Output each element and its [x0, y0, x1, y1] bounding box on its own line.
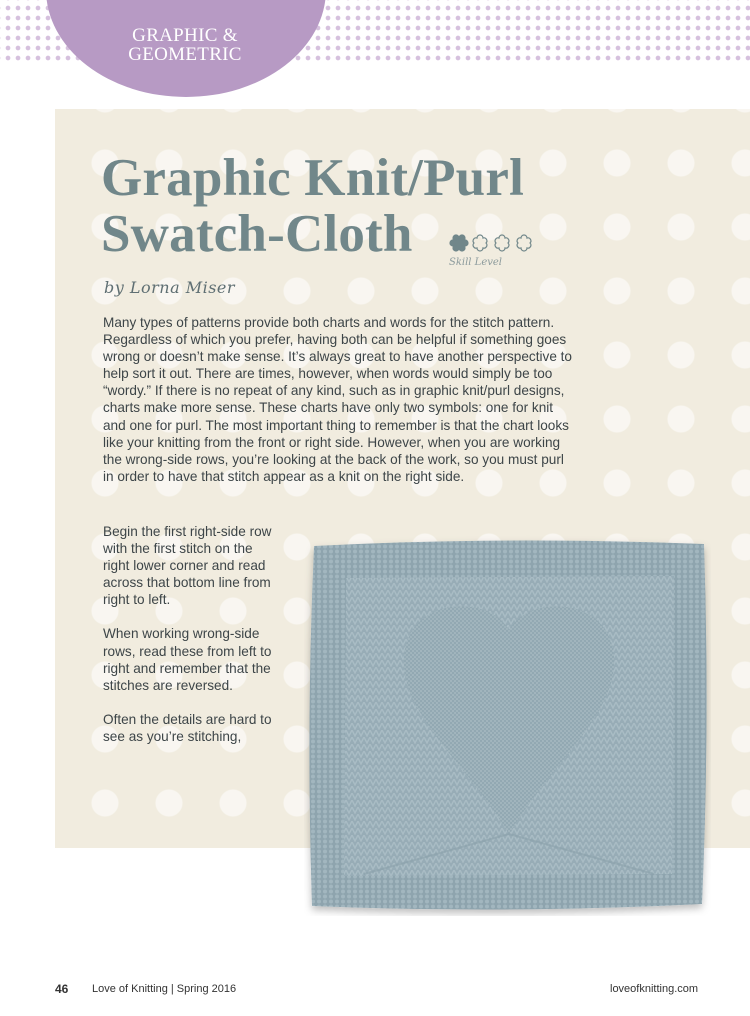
skill-flower-icon-3 [495, 235, 509, 251]
page-number: 46 [55, 982, 69, 996]
skill-level-label: Skill Level [449, 257, 503, 268]
skill-flower-icon-2 [473, 235, 487, 251]
title-line1: Graphic Knit/Purl [101, 149, 525, 207]
intro-paragraph: Many types of patterns provide both charts and words for the stitch pattern. Regardless of which you prefer, having both can be helpful if something goes wrong or doesn’t make sense. It’s always great to have another perspective to help sort it out. There are times, however, when words would simply be too “wordy.” If there is no repeat of any kind, such as in graphic knit/purl designs, charts make more sense. These charts have only two symbols: one for knit and one for purl. The most important thing to remember is that the chart looks like your knitting from the front or right side. However, when you are working the wrong-side rows, you’re looking at the back of the work, so you must purl in order to have that stitch appear as a knit on the right side. [103, 315, 572, 484]
body-paragraph-2: When working wrong-side rows, read these from left to right and remember that the stitches are reversed. [103, 626, 272, 693]
body-paragraph-3: Often the details are hard to see as you’re stitching, [103, 711, 272, 744]
byline: by Lorna Miser [104, 278, 236, 297]
skill-level-indicator [447, 230, 547, 270]
skill-flower-icon-1 [450, 235, 468, 251]
knitted-heart-swatch-image [304, 534, 711, 916]
magazine-issue: Love of Knitting | Spring 2016 [92, 983, 237, 995]
body-paragraph-1: Begin the first right-side row with the first stitch on the right lower corner and read across that bottom line from right to left. [103, 524, 272, 608]
category-label [90, 26, 280, 64]
skill-flower-icon-4 [517, 235, 531, 251]
skill-level-icons [447, 230, 547, 258]
website-url: loveofknitting.com [610, 983, 699, 995]
body-column [103, 523, 278, 762]
swatch-cloth-photo [304, 534, 711, 916]
category-label-line2: GEOMETRIC [128, 44, 242, 65]
title-line2: Swatch-Cloth [101, 205, 413, 263]
category-label-line1: GRAPHIC & [132, 25, 238, 46]
